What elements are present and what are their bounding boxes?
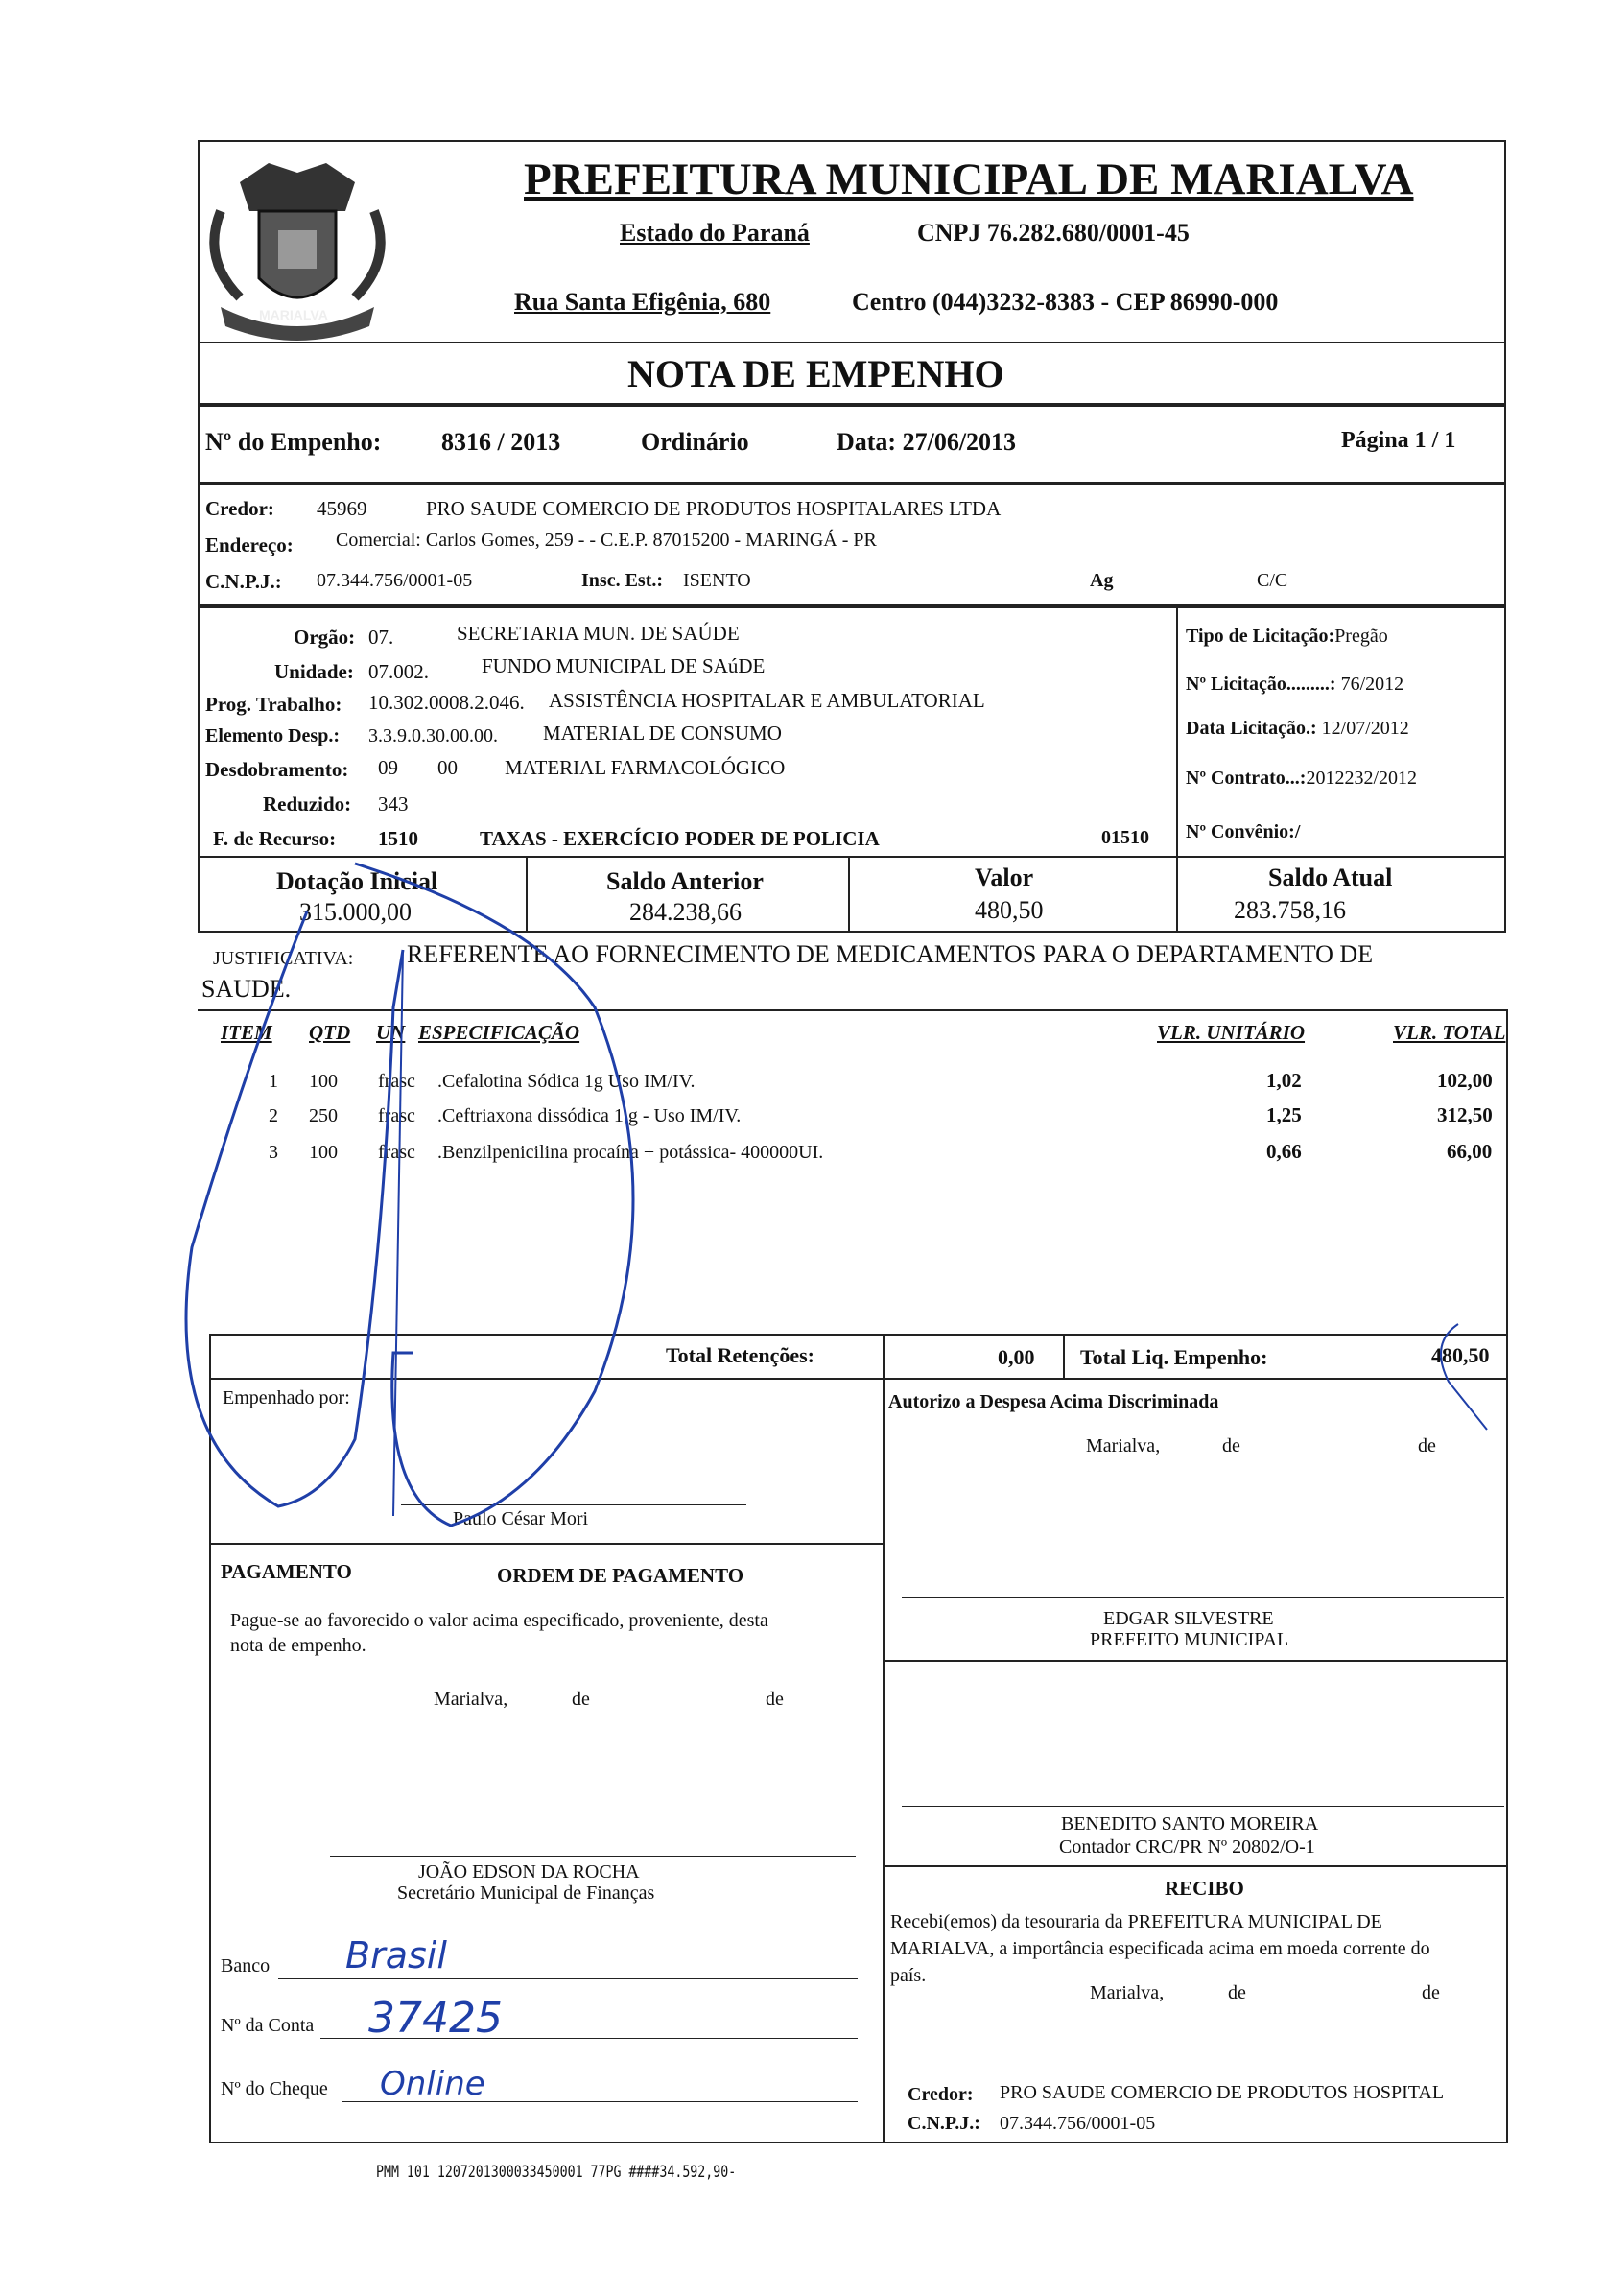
contrato-label: Nº Contrato...: (1186, 768, 1307, 789)
banco-label: Banco (221, 1955, 271, 1976)
credor-code: 45969 (317, 497, 367, 520)
secretario-name: JOÃO EDSON DA ROCHA (418, 1861, 640, 1882)
recibo-cnpj-label: C.N.P.J.: (908, 2113, 980, 2134)
item-number: 2 (269, 1105, 278, 1126)
item-qtd: 250 (309, 1105, 338, 1126)
autorizo-de2: de (1418, 1435, 1436, 1456)
item-spec: .Benzilpenicilina procaína + potássica- 400000UI. (437, 1142, 824, 1163)
empenhado-name: Paulo César Mori (453, 1508, 589, 1529)
pagamento-text1: Pague-se ao favorecido o valor acima especificado, proveniente, desta (230, 1610, 768, 1631)
liq-label: Total Liq. Empenho: (1080, 1345, 1268, 1369)
cc-label: C/C (1257, 570, 1288, 591)
licitacao-number-label: Nº Licitação.........: (1186, 674, 1341, 695)
contador-name: BENEDITO SANTO MOREIRA (1061, 1813, 1319, 1834)
endereco-label: Endereço: (205, 533, 294, 556)
recurso-extra: 01510 (1101, 827, 1149, 848)
justificativa-label: JUSTIFICATIVA: (213, 948, 354, 969)
unidade-name: FUNDO MUNICIPAL DE SAúDE (482, 654, 766, 677)
recibo-credor: PRO SAUDE COMERCIO DE PRODUTOS HOSPITAL (1000, 2082, 1445, 2103)
orgao-code: 07. (368, 626, 394, 649)
col-item-header: ITEM (221, 1021, 272, 1044)
licitacao-number-value: 76/2012 (1340, 674, 1404, 695)
conta-label: Nº da Conta (221, 2015, 315, 2036)
credor-label: Credor: (205, 497, 274, 520)
item-total: 66,00 (1447, 1140, 1493, 1163)
liq-value: 480,50 (1431, 1343, 1490, 1367)
autorizo-place: Marialva, (1086, 1435, 1161, 1456)
item-un: frasc (378, 1105, 415, 1126)
recibo-place: Marialva, (1090, 1982, 1165, 2003)
contrato-value: 2012232/2012 (1306, 768, 1418, 789)
valor-label: Valor (975, 864, 1034, 891)
col-un-header: UN (376, 1021, 406, 1044)
recurso-code: 1510 (378, 827, 418, 850)
recibo-credor-label: Credor: (908, 2084, 974, 2105)
recibo-text2: MARIALVA, a importância especificada acima em moeda corrente do (890, 1938, 1430, 1959)
item-unit-price: 0,66 (1266, 1140, 1302, 1163)
item-total: 102,00 (1437, 1069, 1493, 1092)
unidade-code: 07.002. (368, 660, 429, 683)
saldo-atual-label: Saldo Atual (1268, 864, 1393, 891)
recibo-de2: de (1422, 1982, 1440, 2003)
col-total-header: VLR. TOTAL (1393, 1021, 1506, 1044)
reduzido-value: 343 (378, 793, 409, 816)
secretario-title: Secretário Municipal de Finanças (397, 1882, 655, 1904)
prefeito-name: EDGAR SILVESTRE (1103, 1608, 1274, 1629)
recurso-name: TAXAS - EXERCÍCIO PODER DE POLICIA (480, 827, 880, 850)
empenho-label: Nº do Empenho: (205, 428, 382, 456)
saldo-anterior-label: Saldo Anterior (606, 867, 764, 895)
reduzido-label: Reduzido: (263, 793, 352, 816)
tipo-licitacao-text: Tipo de Licitação: (1186, 626, 1335, 647)
credor-name: PRO SAUDE COMERCIO DE PRODUTOS HOSPITALARES LTDA (426, 497, 1002, 520)
item-number: 3 (269, 1142, 278, 1163)
item-qtd: 100 (309, 1071, 338, 1092)
contador-title: Contador CRC/PR Nº 20802/O-1 (1059, 1836, 1315, 1858)
footer-code: PMM 101 1207201300033450001 77PG ####34.592,90- (376, 2163, 737, 2182)
insc-value: ISENTO (683, 570, 751, 591)
empenho-date: Data: 27/06/2013 (837, 428, 1017, 456)
retencoes-value: 0,00 (998, 1345, 1035, 1369)
recibo-text1: Recebi(emos) da tesouraria da PREFEITURA MUNICIPAL DE (890, 1911, 1382, 1932)
pagamento-text2: nota de empenho. (230, 1635, 366, 1656)
dotacao-label: Dotação Inicial (276, 867, 438, 895)
insc-label: Insc. Est.: (581, 570, 664, 591)
item-un: frasc (378, 1142, 415, 1163)
empenho-number: 8316 / 2013 (441, 428, 561, 456)
handwritten-banco: Brasil (345, 1934, 447, 1976)
item-unit-price: 1,25 (1266, 1103, 1302, 1126)
empenhado-label: Empenhado por: (223, 1387, 350, 1408)
pagamento-de2: de (766, 1689, 784, 1710)
ag-label: Ag (1090, 570, 1114, 591)
col-unit-header: VLR. UNITÁRIO (1157, 1021, 1306, 1044)
orgao-label: Orgão: (294, 626, 356, 649)
autorizo-de1: de (1222, 1435, 1240, 1456)
header-cnpj: CNPJ 76.282.680/0001-45 (917, 219, 1190, 247)
licitacao-date-value: 12/07/2012 (1321, 718, 1409, 739)
col-qtd-header: QTD (309, 1021, 351, 1044)
prefeito-title: PREFEITO MUNICIPAL (1090, 1629, 1289, 1650)
item-unit-price: 1,02 (1266, 1069, 1302, 1092)
desd-code1: 09 (378, 756, 398, 779)
item-total: 312,50 (1437, 1103, 1493, 1126)
licitacao-date-label: Data Licitação.: (1186, 718, 1322, 739)
prog-name: ASSISTÊNCIA HOSPITALAR E AMBULATORIAL (549, 689, 985, 712)
recibo-de1: de (1228, 1982, 1246, 2003)
recibo-text3: país. (890, 1965, 927, 1986)
valor-value: 480,50 (975, 896, 1044, 924)
pagamento-de1: de (572, 1689, 590, 1710)
elem-code: 3.3.9.0.30.00.00. (368, 725, 498, 746)
cheque-label: Nº do Cheque (221, 2078, 328, 2099)
saldo-atual-value: 283.758,16 (1234, 896, 1346, 924)
saldo-anterior-value: 284.238,66 (629, 898, 742, 926)
elem-name: MATERIAL DE CONSUMO (543, 722, 782, 745)
item-qtd: 100 (309, 1142, 338, 1163)
cnpj-label: C.N.P.J.: (205, 570, 282, 593)
desd-name: MATERIAL FARMACOLÓGICO (505, 756, 786, 779)
autorizo-label: Autorizo a Despesa Acima Discriminada (888, 1391, 1219, 1412)
doc-title: NOTA DE EMPENHO (627, 352, 1004, 395)
col-spec-header: ESPECIFICAÇÃO (418, 1021, 580, 1044)
prefeitura-title: PREFEITURA MUNICIPAL DE MARIALVA (524, 154, 1414, 204)
item-spec: .Cefalotina Sódica 1g Uso IM/IV. (437, 1071, 696, 1092)
credor-cnpj: 07.344.756/0001-05 (317, 570, 473, 591)
recibo-label: RECIBO (1165, 1877, 1244, 1900)
desd-code2: 00 (437, 756, 458, 779)
item-spec: .Ceftriaxona dissódica 1 g - Uso IM/IV. (437, 1105, 742, 1126)
orgao-name: SECRETARIA MUN. DE SAÚDE (457, 622, 740, 645)
handwritten-cheque: Online (380, 2065, 485, 2103)
unidade-label: Unidade: (274, 660, 354, 683)
retencoes-label: Total Retenções: (666, 1343, 814, 1367)
recibo-cnpj: 07.344.756/0001-05 (1000, 2113, 1156, 2134)
elem-label: Elemento Desp.: (205, 725, 340, 746)
convenio-label: Nº Convênio:/ (1186, 821, 1301, 842)
justificativa-line2: SAUDE. (201, 975, 292, 1003)
justificativa-line1: REFERENTE AO FORNECIMENTO DE MEDICAMENTOS PARA O DEPARTAMENTO DE (407, 940, 1374, 968)
empenho-page: Página 1 / 1 (1341, 428, 1456, 453)
item-un: frasc (378, 1071, 415, 1092)
handwritten-conta: 37425 (368, 1994, 503, 2043)
item-number: 1 (269, 1071, 278, 1092)
header-street: Rua Santa Efigênia, 680 (514, 288, 771, 316)
pagamento-place: Marialva, (434, 1689, 508, 1710)
crest-ribbon-text: MARIALVA (259, 307, 328, 322)
ordem-pagamento-label: ORDEM DE PAGAMENTO (497, 1564, 744, 1587)
desd-label: Desdobramento: (205, 758, 349, 781)
prog-label: Prog. Trabalho: (205, 693, 342, 716)
tipo-licitacao-value: Pregão (1334, 626, 1388, 647)
header-address-rest: Centro (044)3232-8383 - CEP 86990-000 (852, 288, 1279, 316)
prog-code: 10.302.0008.2.046. (368, 691, 525, 714)
recurso-label: F. de Recurso: (213, 827, 337, 850)
pagamento-label: PAGAMENTO (221, 1560, 352, 1583)
empenho-type: Ordinário (641, 428, 749, 456)
credor-address: Comercial: Carlos Gomes, 259 - - C.E.P. 87015200 - MARINGÁ - PR (336, 530, 877, 551)
dotacao-value: 315.000,00 (299, 898, 412, 926)
estado-label: Estado do Paraná (620, 219, 810, 247)
